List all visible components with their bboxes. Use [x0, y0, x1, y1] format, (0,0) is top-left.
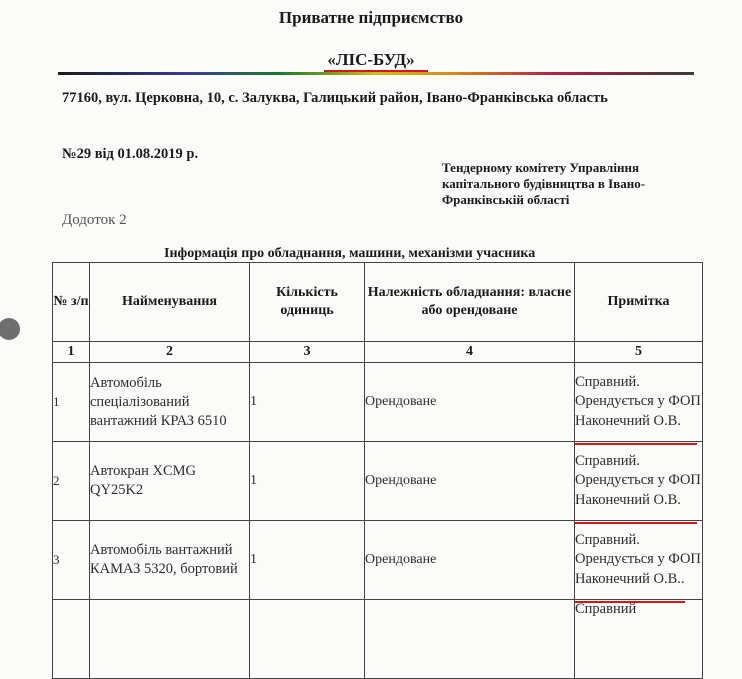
company-address: 77160, вул. Церковна, 10, с. Залуква, Галицький район, Івано-Франківська область [62, 90, 608, 106]
header-divider [58, 72, 694, 75]
column-number: 2 [90, 342, 250, 363]
table-row [53, 600, 703, 679]
equipment-ownership [365, 600, 575, 679]
equipment-note [575, 521, 703, 600]
column-number: 4 [365, 342, 575, 363]
equipment-quantity: 1 [250, 363, 365, 442]
equipment-quantity: 1 [250, 521, 365, 600]
equipment-table [52, 262, 703, 679]
equipment-note [575, 600, 703, 679]
table-row [53, 521, 703, 600]
note-text: Справний. Орендується у ФОП Наконечний О.В. [575, 452, 701, 508]
recipient: Тендерному комітету Управління капітального будівництва в Івано-Франківській області [442, 160, 646, 207]
column-number: 5 [575, 342, 703, 363]
punch-hole [0, 318, 20, 340]
equipment-ownership: Орендоване [365, 521, 575, 600]
equipment-quantity [250, 600, 365, 679]
header-quantity: Кількість одиниць [250, 263, 365, 342]
header-name: Найменування [90, 263, 250, 342]
table-title: Інформація про обладнання, машини, механізми учасника [164, 246, 536, 261]
header-ownership: Належність обладнання: власне або орендоване [365, 263, 575, 342]
row-number: 1 [53, 363, 90, 442]
table-header-row [53, 263, 703, 342]
equipment-note [575, 363, 703, 442]
column-number-row [53, 342, 703, 363]
equipment-name: Автомобіль вантажний КАМАЗ 5320, бортовий [90, 521, 250, 600]
appendix-label: Додоток 2 [62, 212, 127, 228]
header-note: Примітка [575, 263, 703, 342]
table-row [53, 363, 703, 442]
note-text: Справний. Орендується у ФОП Наконечний О.В.. [575, 531, 701, 587]
company-name: «ЛІС-БУД» [327, 50, 415, 69]
note-text: Справний [575, 601, 637, 617]
table-row [53, 442, 703, 521]
equipment-ownership: Орендоване [365, 442, 575, 521]
equipment-name: Автомобіль спеціалізований вантажний КРАЗ 6510 [90, 363, 250, 442]
row-number: 3 [53, 521, 90, 600]
letter-number: №29 від 01.08.2019 р. [62, 146, 199, 162]
equipment-ownership: Орендоване [365, 363, 575, 442]
column-number: 3 [250, 342, 365, 363]
equipment-note [575, 442, 703, 521]
equipment-name: Автокран XCMG QY25K2 [90, 442, 250, 521]
header-number: № з/п [53, 263, 90, 342]
note-text: Справний. Орендується у ФОП Наконечний О.В. [575, 373, 701, 429]
equipment-name [90, 600, 250, 679]
equipment-quantity: 1 [250, 442, 365, 521]
company-type: Приватне підприємство [278, 8, 464, 27]
column-number: 1 [53, 342, 90, 363]
row-number: 2 [53, 442, 90, 521]
row-number [53, 600, 90, 679]
